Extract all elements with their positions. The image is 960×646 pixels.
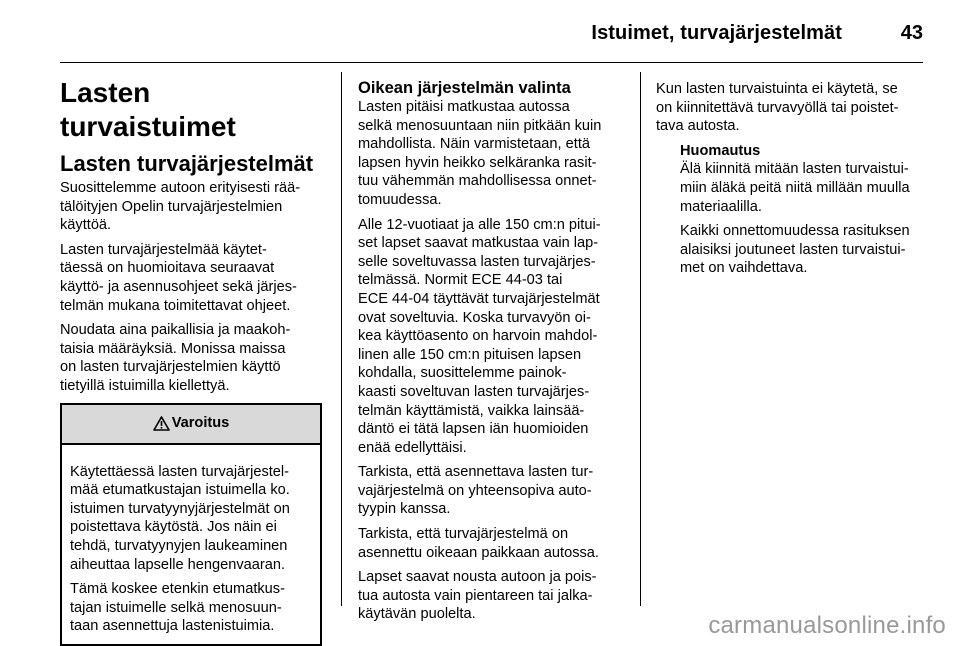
section-heading: Oikean järjestelmän valinta — [358, 79, 571, 97]
column-2 — [358, 72, 630, 630]
warning-title: Varoitus — [171, 415, 230, 432]
warning-paragraph: Tämä koskee etenkin etumatkus- tajan istuimelle selkä menosuun- taan asennettuja lastenistuimia. — [70, 581, 285, 635]
column-divider-1 — [341, 72, 342, 606]
paragraph: Tarkista, että turvajärjestelmä on asennettu oikeaan paikkaan autossa. — [358, 526, 599, 561]
paragraph: Kun lasten turvaistuinta ei käytetä, se on kiinnitettävä turvavyöllä tai poistet- tava autosta. — [656, 81, 899, 135]
column-1 — [60, 72, 330, 646]
column-divider-2 — [640, 72, 641, 606]
note-title: Huomautus — [680, 142, 761, 159]
paragraph: Suosittelemme autoon erityisesti rää- tälöityjen Opelin turvajärjestelmien käyttöä. — [60, 180, 301, 234]
page-header — [0, 0, 960, 62]
warning-paragraph: Käytettäessä lasten turvajärjestel- mää etumatkustajan istuimella ko. istuimen turvatyynyjärjestelmät on poistettava käytöstä. Jos näin ei tehdä, turvatyynyjen laukeaminen aiheuttaa lapselle hengenvaaran. — [70, 463, 290, 573]
warning-header — [62, 405, 320, 445]
section-heading: Lasten turvaistuimet — [60, 77, 236, 142]
header-rule — [60, 62, 923, 63]
note-box — [680, 142, 926, 278]
warning-body — [62, 445, 320, 644]
paragraph: Alle 12-vuotiaat ja alle 150 cm:n pitui- set lapset saavat matkustaa vain lap- selle soveltuvassa lasten turvajärjes- telmässä. Normit ECE 44-03 tai ECE 44-04 täyttävät turvajärjestelmät ovat soveltuvia. Koska turvavyön oi- kea käyttöasento on harvoin mahdol- linen alle 150 cm:n pituisen lapsen kohdalla, suosittelemme painok- kaasti soveltuvan lasten turvajärjes- telmän käyttämistä, vaikka lainsää- däntö ei tätä lapsen iän huomioiden enää edellyttäisi. — [358, 216, 601, 456]
note-paragraph: Älä kiinnitä mitään lasten turvaistui- miin äläkä peitä niitä millään muulla materiaalilla. — [680, 161, 910, 215]
header-title: Istuimet, turvajärjestelmät — [591, 22, 842, 44]
note-paragraph: Kaikki onnettomuudessa rasituksen alaisiksi joutuneet lasten turvaistui- met on vaihdettava. — [680, 223, 910, 277]
paragraph: Noudata aina paikallisia ja maakoh- taisia määräyksiä. Monissa maissa on lasten turvajärjestelmien käyttö tietyillä istuimilla kiellettyä. — [60, 322, 291, 394]
watermark: carmanualsonline.info — [708, 612, 946, 639]
paragraph: Lapset saavat nousta autoon ja pois- tua autosta vain pientareen tai jalka- käytävän puolelta. — [358, 569, 597, 623]
warning-triangle-icon — [153, 416, 170, 431]
paragraph: Lasten turvajärjestelmää käytet- täessä on huomioitava seuraavat käyttö- ja asennusohjeet sekä järjes- telmän mukana toimitettavat ohjeet. — [60, 241, 297, 314]
subsection-heading: Lasten turvajärjestelmät — [60, 151, 314, 176]
warning-box — [60, 403, 322, 646]
page-number: 43 — [900, 22, 923, 44]
column-3 — [656, 72, 926, 284]
paragraph: Tarkista, että asennettava lasten tur- vajärjestelmä on yhteensopiva auto- tyypin kanssa. — [358, 464, 594, 518]
paragraph: Lasten pitäisi matkustaa autossa selkä menosuuntaan niin pitkään kuin mahdollista. Näin varmistetaan, että lapsen hyvin heikko selkäranka rasit- tuu vähemmän mahdollisessa onnet- tomuudessa. — [358, 99, 602, 208]
